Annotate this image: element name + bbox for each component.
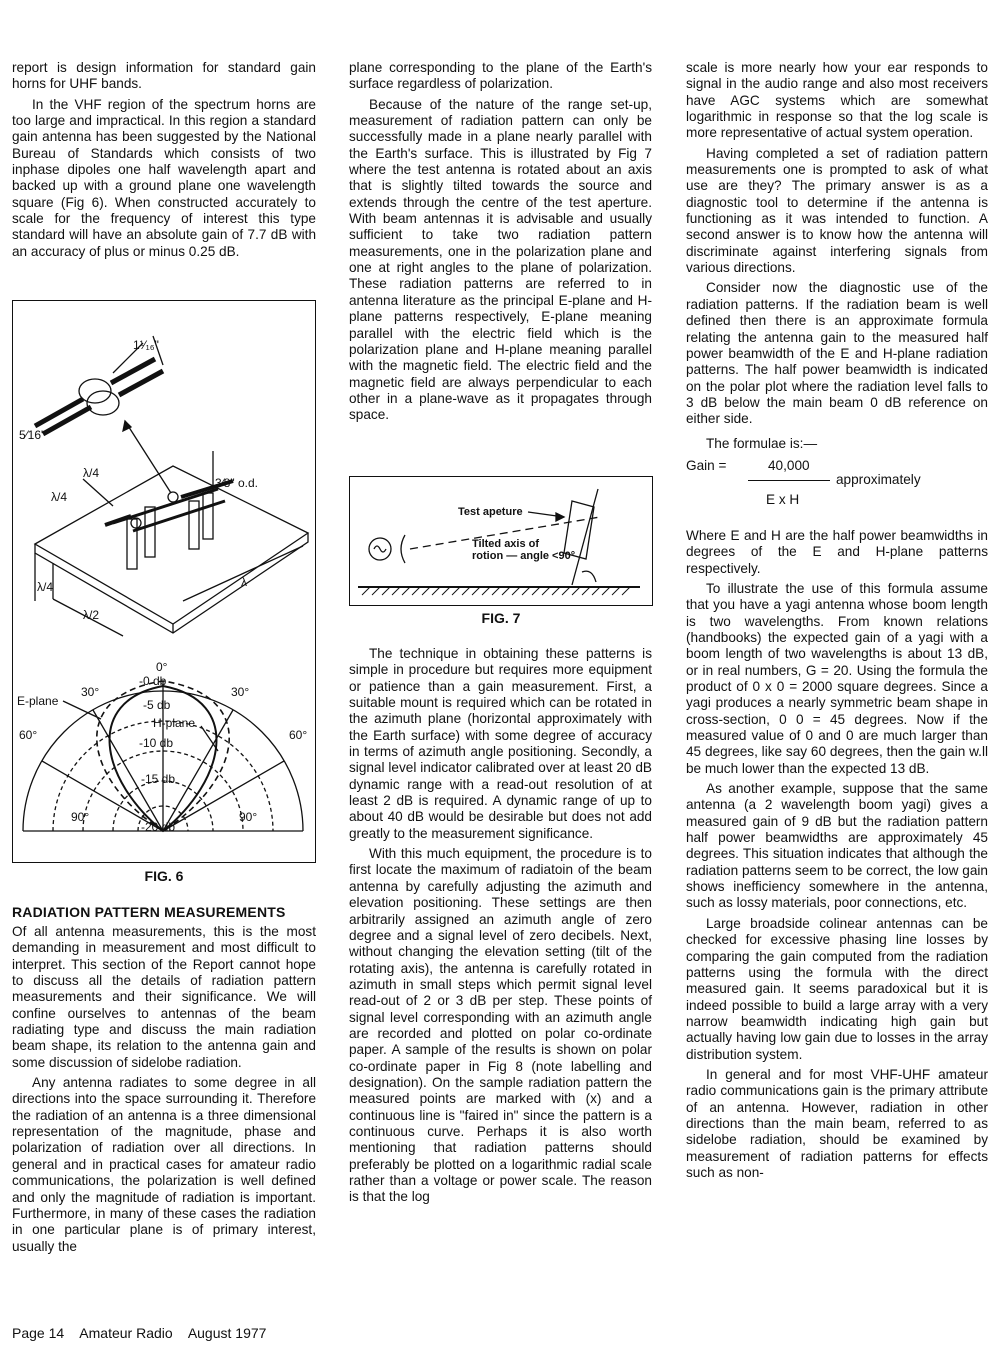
paragraph: As another example, suppose that the same antenna (a 2 wavelength boom yagi) gives a measured gain of 9 dB but the radiation pattern half power beamwidths are approximately 45 degrees. This situation indicates that although the radiation patterns seem to be correct, the low gain shows inefficiency somewhere in the antenna, such as lossy materials, poor connections, etc. xyxy=(686,781,988,911)
column-1 xyxy=(12,60,316,264)
dim-lambda: λ xyxy=(241,575,247,589)
paragraph: To illustrate the use of this formula assume that you have a yagi antenna whose boom length is two wavelengths. From known relations (handbooks) the expected gain of a yagi with a boom length of two wavelengths is about 13 dB, or in real numbers, G = 20. Using the formula the product of 0 x 0 = 2000 square degrees. Since a yagi produces a nearly symmetric beam shape in cross-section, 0 0 = 45 degrees. Now if the measured value of 0 and 0 are much larger than 45 degrees, like say 60 degrees, then the gain w.ll be much lower than the expected 13 dB. xyxy=(686,580,988,776)
angle-60-left: 60° xyxy=(19,728,38,742)
formula-numerator: 40,000 xyxy=(768,457,810,473)
paragraph: Because of the nature of the range set-up, measurement of radiation pattern can only be successfully made in a plane nearly parallel with the Earth's surface. This is illustrated by Fig 7 where the test antenna is rotated about an axis that is slightly tilted towards the source and extends through the centre of the test aperture. With beam antennas it is advisable and usually sufficient to take two radiation pattern measurements, one in the polarization plane and one at right angles to the plane of polarization. These radiation patterns are referred to in antenna literature as the principal E-plane and H-plane patterns respectively, E-plane meaning parallel with the electric field which is the polarization plane and H-plane meaning parallel with the magnetic field. The electric field and the magnetic field are always perpendicular to each other in a plane-wave as it propagates through space. xyxy=(349,96,652,423)
paragraph: The technique in obtaining these patterns is simple in procedure but requires more equipment or patience than a gain measurement. First, a suitable mount is required which can be rotated in the azimuth plane (horizontal approximately with the Earth surface) with some degree of accuracy in terms of azimuth angle positioning. Secondly, a signal level indicator calibrated over at least 20 dB dynamic range with a read-out resolution of at least 2 dB is required. A dynamic range of up to about 40 dB would be desirable but does not add greatly to the measurement significance. xyxy=(349,646,652,841)
label-tilted-axis-2: rotion — angle <90° xyxy=(472,550,576,562)
column-2 xyxy=(349,60,652,428)
column-2-lower xyxy=(349,646,652,1210)
dim-lambda-4c: λ/4 xyxy=(37,580,54,594)
issue-date: August 1977 xyxy=(187,1325,267,1341)
figure-6-caption: FIG. 6 xyxy=(144,868,184,884)
formula-gain: Gain = xyxy=(686,457,727,473)
angle-30-left: 30° xyxy=(81,685,100,699)
h-plane-label: H-plane xyxy=(153,716,196,730)
paragraph: Large broadside colinear antennas can be checked for excessive phasing line losses by comparing the gain computed from the radiation patterns using the formula with the direct measured gain. It seems paradoxical but it is indeed possible to build a large array with a very narrow beamwidth indicating high gain but actually having low gain due to losses in the array distribution system. xyxy=(686,915,988,1062)
paragraph: Having completed a set of radiation pattern measurements one is prompted to ask of what use are they? The primary answer is as a diagnostic tool to determine if the antenna is functioning as it was intended to function. A second answer is to know how the antenna will discriminate against interfering signals from various directions. xyxy=(686,145,988,276)
db-15: -15 db xyxy=(141,772,176,786)
paragraph: With this much equipment, the procedure is to first locate the maximum of radiatoin of the beam antenna by carefully adjusting the azimuth and elevation positioning. These settings are then arbitrarily assigned an azimuth angle of zero degree and a signal level of zero decibels. Next, without changing the elevation setting (tilt of the rotating axis), the antenna is carefully rotated in azimuth in small steps which permit signal level read-out of 2 or 3 dB per step. These points of signal level corresponding with an azimuth angle are recorded and plotted on polar co-ordinate paper. A sample of the results is shown on polar co-ordinate paper in Fig 8 (note labelling and designation). On the sample radiation pattern the measured points are marked with (x) and a continuous line is "faired in" since the pattern is a continuous curve. Perhaps it is also worth mentioning that radiation patterns should preferably be plotted on a logarithmic radial scale rather than a voltage or power scale. The reason is that the log xyxy=(349,846,652,1205)
figure-7-caption: FIG. 7 xyxy=(481,610,521,626)
ground-plane-edge xyxy=(35,533,308,633)
paragraph: Of all antenna measurements, this is the most demanding in measurement and most difficult to interpret. This section of the Report cannot hope to discuss all the details of radiation pattern measurements and their significance. We will confine ourselves to antennas of the beam radiating type and discuss the main radiation beam shape, its relation to the antenna gain and some discussion of sidelobe radiation. xyxy=(12,924,316,1070)
column-1-lower xyxy=(12,924,316,1259)
dim-5-16: 5⁄16" xyxy=(19,428,46,442)
label-test-aperture: Test apeture xyxy=(458,506,523,518)
e-plane-label: E-plane xyxy=(17,694,59,708)
section-heading: RADIATION PATTERN MEASUREMENTS xyxy=(12,904,286,920)
db-20: -20 db xyxy=(141,820,176,834)
db-10: -10 db xyxy=(139,736,174,750)
paragraph: Consider now the diagnostic use of the radiation patterns. If the radiation beam is well defined then there is an approximate formula relating the antenna gain to the measured half power beamwidth of the E and H-plane radiation patterns. The half power beamwidth is indicated on the polar plot where the radiation level falls to 3 dB below the main beam 0 dB reference on either side. xyxy=(686,280,988,427)
column-3 xyxy=(686,60,988,1185)
dim-lambda-2: λ/2 xyxy=(83,608,100,622)
figure-6-diagram xyxy=(12,300,316,863)
formula-intro: The formulae is:— xyxy=(706,435,818,451)
paragraph: report is design information for standard gain horns for UHF bands. xyxy=(12,60,316,92)
dim-11-16: 1¹⁄₁₆" xyxy=(133,338,159,352)
formula-fraction-bar xyxy=(748,480,830,481)
figure-6-drawing xyxy=(13,301,314,861)
ground-plane xyxy=(35,466,308,624)
label-tilted-axis-1: Tilted axis of xyxy=(472,538,540,550)
dim-3-8: 3⁄8" o.d. xyxy=(215,476,258,490)
paragraph: Any antenna radiates to some degree in all directions into the space surrounding it. Therefore the radiation of an antenna is a three dimensional representation of the magnitude, phase and polarization of radiation over all directions. In general and in practical cases for amateur radio communications, the polarization is well defined and only the magnitude of radiation is important. Furthermore, in many of these cases the radiation in one particular plane is of primary interest, usually the xyxy=(12,1075,316,1254)
formula-denominator: E x H xyxy=(766,491,800,507)
db-0: -0 db xyxy=(139,674,167,688)
figure-7-diagram xyxy=(349,476,653,606)
paragraph: In general and for most VHF-UHF amateur radio communications gain is the primary attribute of an antenna. However, radiation in other directions than the main beam, referred to as sidelobe radiation, should be examined by measurement of radiation patterns for effects such as non- xyxy=(686,1066,988,1180)
figure-7-drawing xyxy=(350,477,651,604)
page-footer xyxy=(12,1325,278,1341)
angle-90-left: 90° xyxy=(71,810,90,824)
angle-30-right: 30° xyxy=(231,685,250,699)
paragraph: In the VHF region of the spectrum horns are too large and impractical. In this region a standard gain antenna has been suggested by the National Bureau of Standards which consists of two inphase dipoles one half wavelength apart and backed up with a ground plane one wavelength square (Fig 6). When constructed accurately to scale for the frequency of interest this type standard will have an absolute gain of 7.7 dB with an accuracy of plus or minus 0.25 dB. xyxy=(12,96,316,259)
page-number: Page 14 xyxy=(12,1325,65,1341)
formula-approx: approximately xyxy=(836,471,921,487)
magazine-name: Amateur Radio xyxy=(79,1325,173,1341)
paragraph: Where E and H are the half power beamwidths in degrees of the E and H-plane patterns respectively. xyxy=(686,527,988,576)
angle-60-right: 60° xyxy=(289,728,308,742)
db-5: -5 db xyxy=(143,698,171,712)
dim-lambda-4a: λ/4 xyxy=(83,466,100,480)
gain-formula xyxy=(686,456,988,528)
paragraph: scale is more nearly how your ear responds to signal in the audio range and also most receivers have AGC systems which are somewhat logarithmic in response so that the log scale is more representative of actual system operation. xyxy=(686,60,988,141)
angle-0: 0° xyxy=(156,660,168,674)
paragraph: plane corresponding to the plane of the Earth's surface regardless of polarization. xyxy=(349,60,652,92)
angle-90-right: 90° xyxy=(239,810,258,824)
dim-lambda-4b: λ/4 xyxy=(51,490,68,504)
